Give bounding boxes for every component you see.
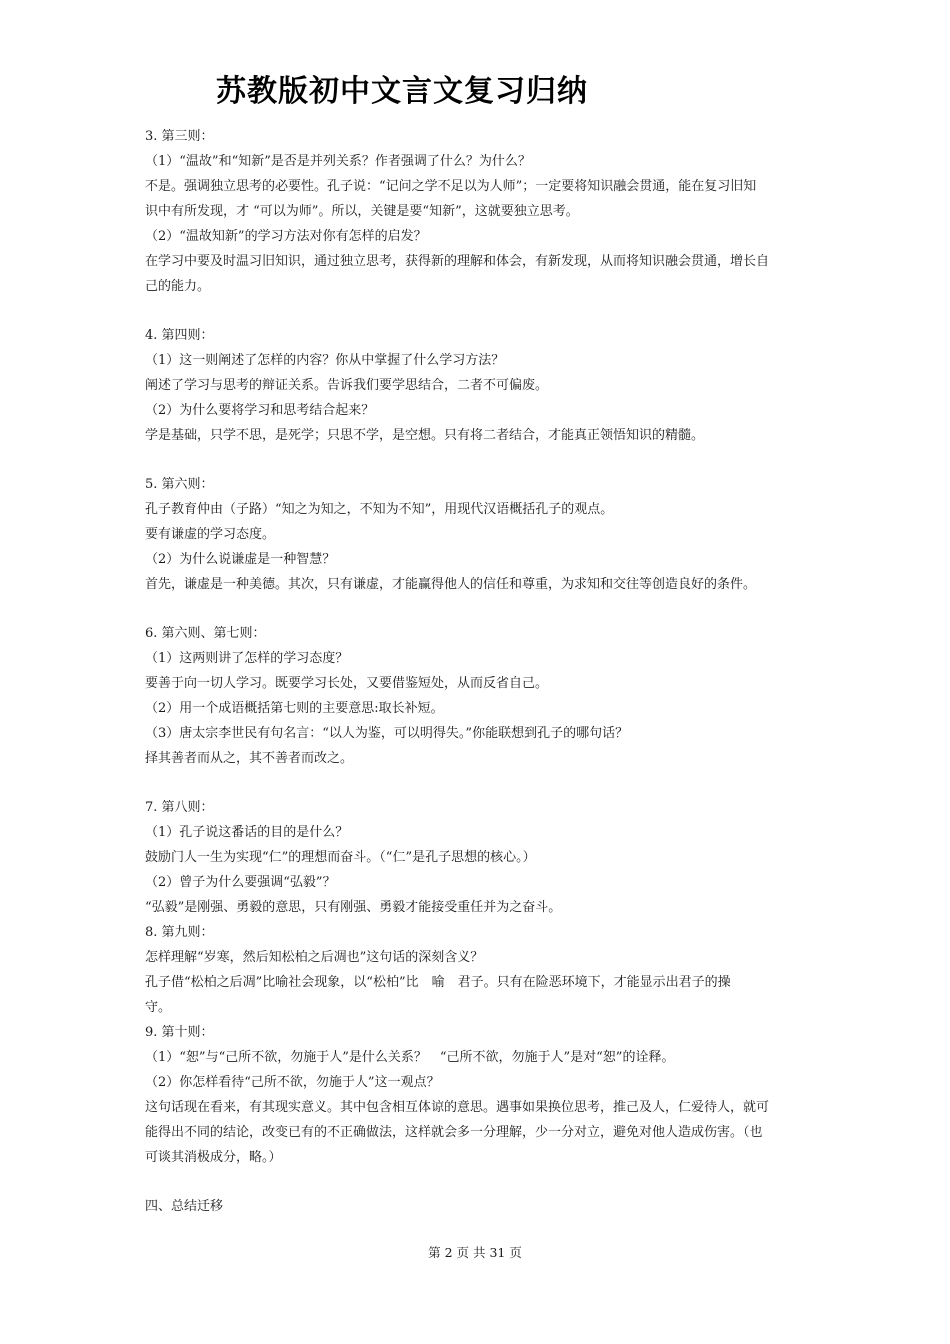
paragraph-gap	[145, 448, 810, 472]
question-line: （1）“恕”与“己所不欲，勿施于人”是什么关系？ “己所不欲，勿施于人”是对“恕”的诠释。	[145, 1050, 675, 1065]
answer-line: 守。	[145, 1000, 172, 1015]
section-heading-5: 5. 第六则：	[145, 477, 214, 492]
paragraph-gap	[145, 299, 810, 323]
question-line: （1）这两则讲了怎样的学习态度？	[145, 651, 349, 666]
answer-line: 可谈其消极成分，略。）	[145, 1150, 282, 1165]
answer-line: 识中有所发现，才 “可以为师”。所以，关键是要“知新”，这就要独立思考。	[145, 204, 579, 219]
answer-line: “弘毅”是刚强、勇毅的意思，只有刚强、勇毅才能接受重任并为之奋斗。	[145, 900, 562, 915]
section-heading-4: 4. 第四则：	[145, 328, 214, 343]
paragraph-gap	[145, 771, 810, 795]
answer-line: 首先，谦虚是一种美德。其次，只有谦虚，才能赢得他人的信任和尊重，为求知和交往等创造良好的条件。	[145, 577, 757, 592]
question-line: （3）唐太宗李世民有句名言：“以人为鉴，可以明得失。”你能联想到孔子的哪句话？	[145, 726, 629, 741]
answer-line: 在学习中要及时温习旧知识，通过独立思考，获得新的理解和体会，有新发现，从而将知识融会贯通，增长自	[145, 254, 770, 269]
answer-line: 能得出不同的结论，改变已有的不正确做法，这样就会多一分理解，少一分对立，避免对他人造成伤害。（也	[145, 1125, 763, 1140]
question-line: （2）你怎样看待“己所不欲，勿施于人”这一观点？	[145, 1075, 440, 1090]
answer-line: 学是基础，只学不思，是死学；只思不学，是空想。只有将二者结合，才能真正领悟知识的精髓。	[145, 428, 705, 443]
question-line: （2）用一个成语概括第七则的主要意思:取长补短。	[145, 701, 444, 716]
paragraph-gap	[145, 1170, 810, 1194]
section-heading-6: 6. 第六则、第七则：	[145, 626, 266, 641]
answer-line: 鼓励门人一生为实现“仁”的理想而奋斗。（“仁”是孔子思想的核心。）	[145, 850, 536, 865]
paragraph-gap	[145, 597, 810, 621]
answer-line: 这句话现在看来，有其现实意义。其中包含相互体谅的意思。遇事如果换位思考，推己及人，仁爱待人，就可	[145, 1100, 770, 1115]
section-heading-summary: 四、总结迁移	[145, 1199, 224, 1214]
section-heading-3: 3. 第三则：	[145, 129, 214, 144]
question-line: （1）“温故”和“知新”是否是并列关系？作者强调了什么？为什么？	[145, 154, 531, 169]
answer-line: 不是。强调独立思考的必要性。孔子说：“记问之学不足以为人师”；一定要将知识融会贯通，能在复习旧知	[145, 179, 757, 194]
section-heading-8: 8. 第九则：	[145, 925, 214, 940]
question-line: （2）为什么要将学习和思考结合起来？	[145, 403, 375, 418]
question-line: （2）为什么说谦虚是一种智慧？	[145, 552, 336, 567]
question-line: （1）这一则阐述了怎样的内容？你从中掌握了什么学习方法？	[145, 353, 505, 368]
section-heading-7: 7. 第八则：	[145, 800, 214, 815]
document-body	[145, 124, 810, 1219]
answer-line: 要有谦虚的学习态度。	[145, 527, 276, 542]
question-line: （2）曾子为什么要强调“弘毅”？	[145, 875, 336, 890]
page-footer: 第 2 页 共 31 页	[428, 1245, 522, 1260]
answer-line: 孔子借“松柏之后凋”比喻社会现象，以“松柏”比 喻 君子。只有在险恶环境下，才能显示出君子的操	[145, 975, 731, 990]
answer-line: 己的能力。	[145, 279, 211, 294]
answer-line: 要善于向一切人学习。既要学习长处，又要借鉴短处，从而反省自己。	[145, 676, 549, 691]
answer-line: 择其善者而从之，其不善者而改之。	[145, 751, 354, 766]
question-line: 孔子教育仲由（子路）“知之为知之，不知为不知”，用现代汉语概括孔子的观点。	[145, 502, 614, 517]
document-title: 苏教版初中文言文复习归纳	[216, 74, 588, 109]
section-heading-9: 9. 第十则：	[145, 1025, 214, 1040]
question-line: （2）“温故知新”的学习方法对你有怎样的启发？	[145, 229, 427, 244]
question-line: 怎样理解“岁寒，然后知松柏之后凋也”这句话的深刻含义？	[145, 950, 484, 965]
answer-line: 阐述了学习与思考的辩证关系。告诉我们要学思结合，二者不可偏废。	[145, 378, 549, 393]
question-line: （1）孔子说这番话的目的是什么？	[145, 825, 349, 840]
